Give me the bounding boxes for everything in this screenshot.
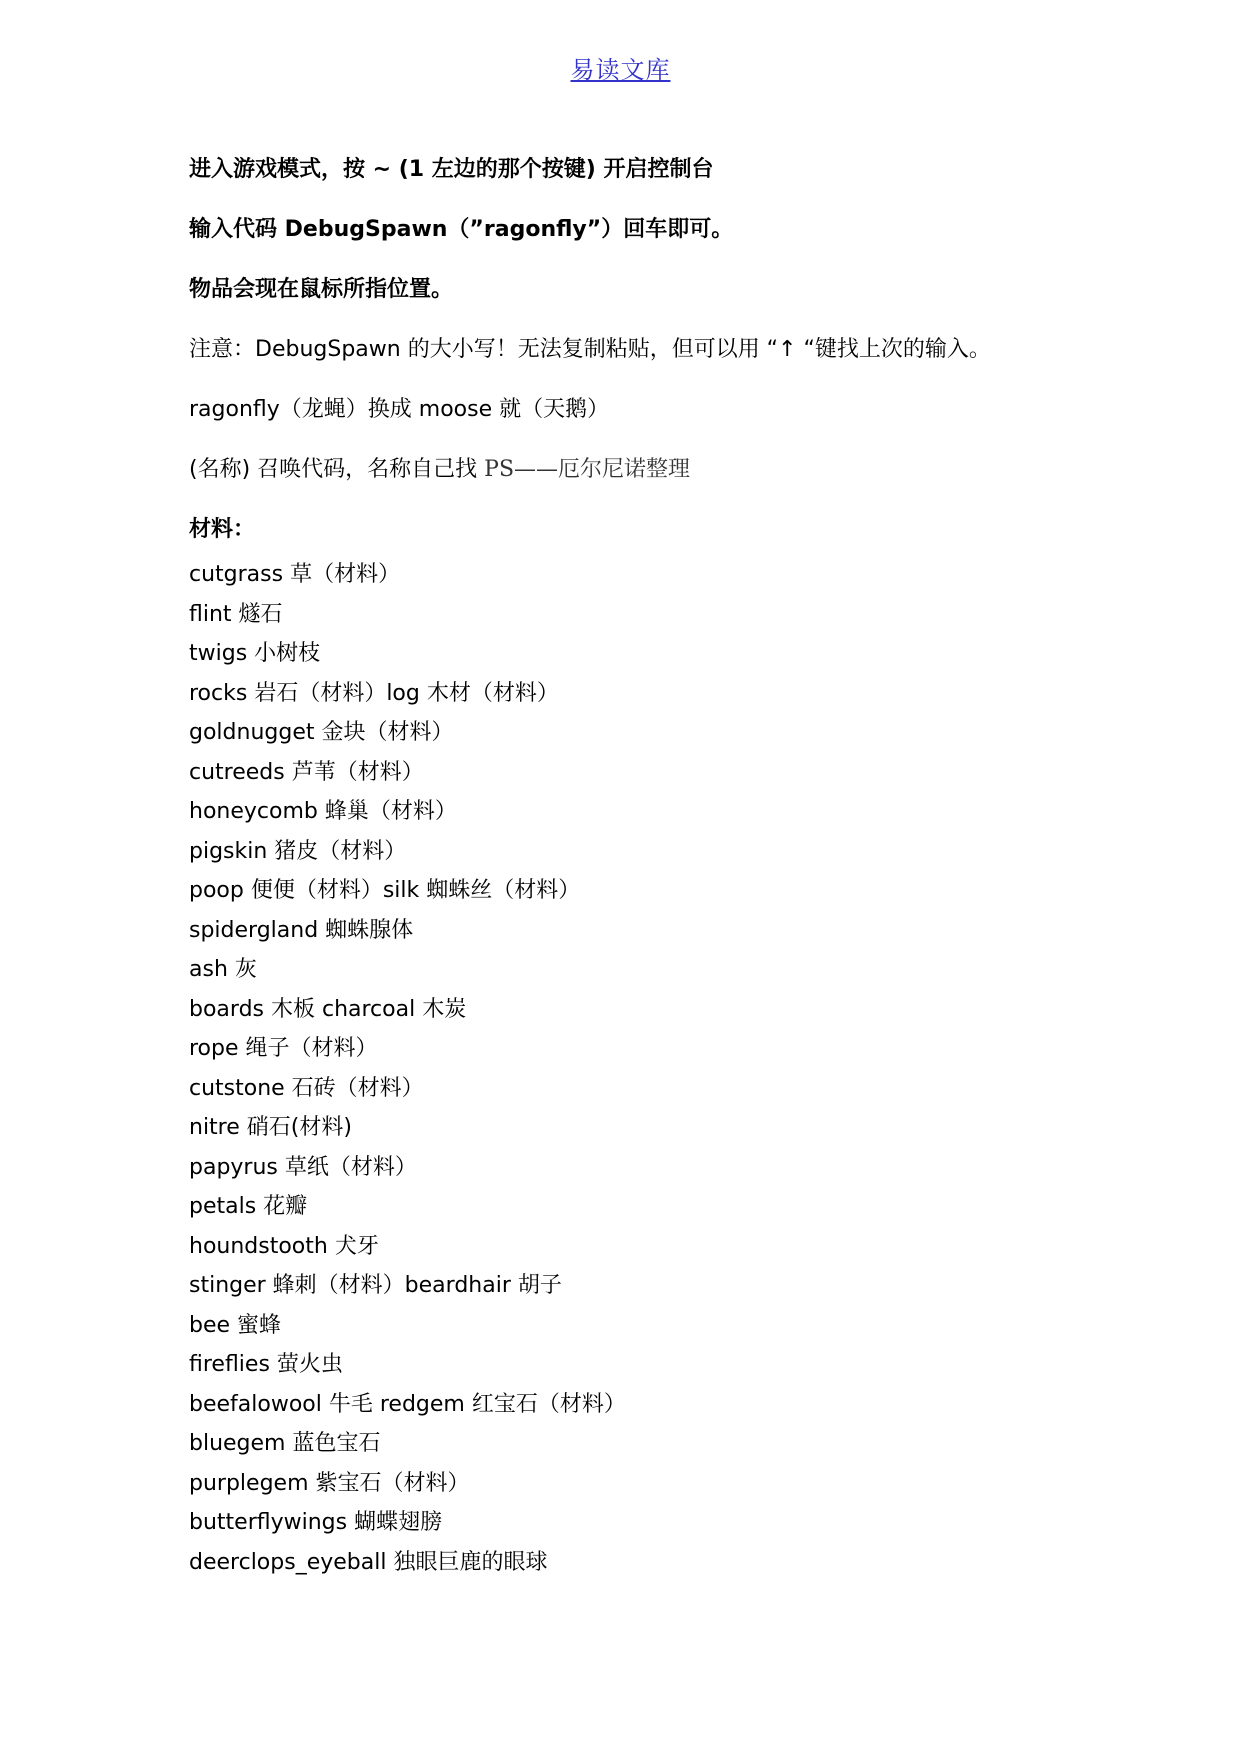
document-body <box>189 156 1149 1582</box>
summon-code-text: (名称) 召唤代码，名称自己找 <box>189 457 485 482</box>
summon-code-line <box>189 456 1149 484</box>
list-item: fireflies 萤火虫 <box>189 1352 343 1377</box>
list-item: deerclops_eyeball 独眼巨鹿的眼球 <box>189 1549 548 1575</box>
credit-text: PS——厄尔尼诺整理 <box>484 457 691 482</box>
list-item: houndstooth 犬牙 <box>189 1233 379 1259</box>
list-item: honeycomb 蜂巢（材料） <box>189 799 457 824</box>
list-item: goldnugget 金块（材料） <box>189 720 454 745</box>
list-item: nitre 硝石(材料) <box>189 1115 352 1140</box>
list-item: purplegem 紫宝石（材料） <box>189 1470 470 1496</box>
header-link[interactable]: 易读文库 <box>570 56 671 84</box>
list-item: poop 便便（材料）silk 蜘蛛丝（材料） <box>189 878 581 903</box>
list-item: twigs 小树枝 <box>189 641 321 666</box>
list-item: petals 花瓣 <box>189 1194 308 1219</box>
list-item: cutgrass 草（材料） <box>189 562 401 587</box>
list-item: bluegem 蓝色宝石 <box>189 1431 381 1456</box>
list-item: papyrus 草纸（材料） <box>189 1154 417 1180</box>
instruction-open-console: 进入游戏模式，按 ~ (1 左边的那个按键) 开启控制台 <box>189 157 714 182</box>
list-item: beefalowool 牛毛 redgem 红宝石（材料） <box>189 1391 626 1417</box>
list-item: rocks 岩石（材料）log 木材（材料） <box>189 680 559 706</box>
note-case-sensitive: 注意：DebugSpawn 的大小写！无法复制粘贴，但可以用 “↑ “键找上次的输入。 <box>189 337 991 362</box>
instruction-item-position: 物品会现在鼠标所指位置。 <box>189 277 454 302</box>
list-item: ash 灰 <box>189 957 257 982</box>
list-item: pigskin 猪皮（材料） <box>189 838 407 864</box>
instruction-enter-code: 输入代码 DebugSpawn（”ragonfly”）回车即可。 <box>189 217 734 242</box>
list-item: spidergland 蜘蛛腺体 <box>189 917 414 943</box>
list-item: cutreeds 芦苇（材料） <box>189 759 424 785</box>
list-item: rope 绳子（材料） <box>189 1036 378 1061</box>
materials-heading: 材料： <box>189 517 256 542</box>
list-item: stinger 蜂刺（材料）beardhair 胡子 <box>189 1273 562 1298</box>
list-item: boards 木板 charcoal 木炭 <box>189 996 467 1022</box>
list-item: flint 燧石 <box>189 601 283 627</box>
materials-list <box>189 555 1149 1582</box>
list-item: bee 蜜蜂 <box>189 1312 282 1338</box>
list-item: cutstone 石砖（材料） <box>189 1075 424 1101</box>
note-replace-moose: ragonfly（龙蝇）换成 moose 就（天鹅） <box>189 397 610 422</box>
list-item: butterflywings 蝴蝶翅膀 <box>189 1510 443 1535</box>
